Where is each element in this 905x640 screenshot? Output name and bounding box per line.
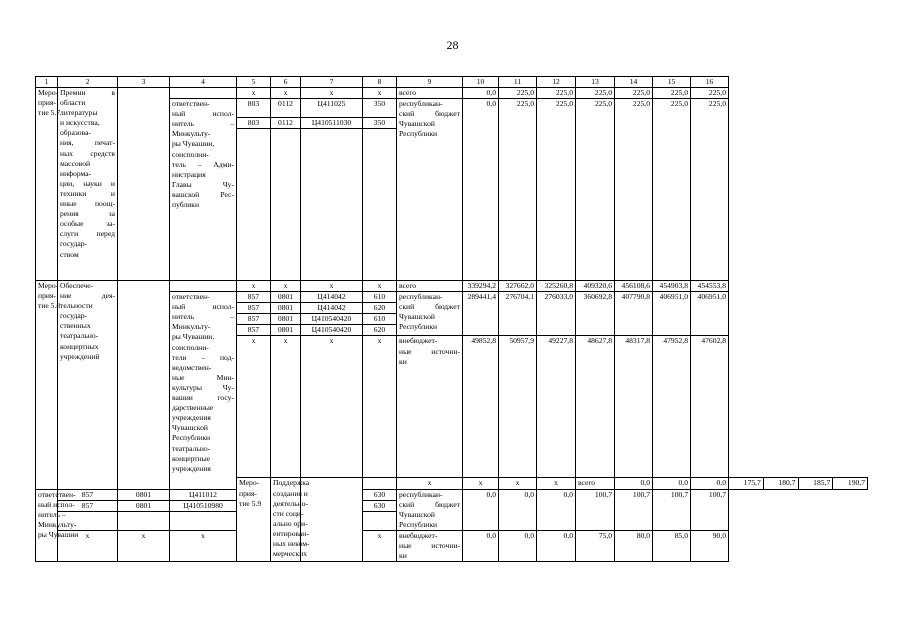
vr-cell: 620 bbox=[363, 303, 397, 314]
text-line: прия- bbox=[38, 291, 56, 301]
text-line: учреждений bbox=[60, 351, 100, 361]
text-line: ственных bbox=[60, 321, 91, 331]
grbs-cell: 857 bbox=[237, 314, 271, 325]
value-cell: 0,0 bbox=[499, 530, 537, 561]
text-line: тие 5.8 bbox=[38, 301, 61, 311]
value-cell: 47602,8 bbox=[691, 336, 729, 478]
rz-cell: 0801 bbox=[118, 500, 170, 511]
text-line: театрально- bbox=[172, 443, 211, 453]
text-line: тельности bbox=[60, 301, 93, 311]
csr-cell: x bbox=[301, 88, 363, 99]
value-cell: 50957,9 bbox=[499, 336, 537, 478]
value-cell: 406951,0 bbox=[653, 292, 691, 336]
executor-cell bbox=[170, 99, 237, 281]
value-cell: 327662,0 bbox=[499, 281, 537, 292]
empty-cell bbox=[237, 129, 271, 281]
text-line: Минкульту- bbox=[172, 322, 211, 332]
text-line: соисполни- bbox=[172, 149, 209, 159]
value-cell: 409320,6 bbox=[576, 281, 615, 292]
csr-cell: Ц410510980 bbox=[170, 500, 237, 511]
text-line: учреждения bbox=[172, 463, 211, 473]
header-cell: 2 bbox=[58, 77, 118, 88]
value-cell: 225,0 bbox=[576, 88, 615, 99]
text-line: ки bbox=[399, 356, 407, 366]
source-cell bbox=[397, 99, 463, 281]
value-cell: 225,0 bbox=[691, 99, 729, 281]
vr-cell: x bbox=[363, 336, 397, 478]
text-line: Республики bbox=[172, 433, 211, 443]
value-cell: 85,0 bbox=[653, 530, 691, 561]
vr-cell: 350 bbox=[363, 117, 397, 128]
text-line: ные Мин- bbox=[172, 372, 234, 382]
value-cell: 100,7 bbox=[576, 489, 615, 530]
grbs-cell: 857 bbox=[58, 489, 118, 500]
empty-cell bbox=[118, 88, 170, 281]
page-number: 28 bbox=[446, 38, 459, 52]
value-cell: 100,7 bbox=[691, 489, 729, 530]
header-cell: 13 bbox=[576, 77, 615, 88]
grbs-cell: 857 bbox=[237, 325, 271, 336]
value-cell: 360692,8 bbox=[576, 292, 615, 336]
text-line: Обеспече- bbox=[60, 281, 94, 290]
csr-cell: Ц410540420 bbox=[301, 314, 363, 325]
text-line: тель – Адми- bbox=[172, 159, 234, 169]
vr-cell: x bbox=[363, 88, 397, 99]
value-cell: 454903,8 bbox=[653, 281, 691, 292]
value-cell: 80,0 bbox=[615, 530, 653, 561]
header-cell: 4 bbox=[170, 77, 237, 88]
empty-cell bbox=[301, 129, 363, 281]
value-cell: 185,7 bbox=[798, 478, 833, 489]
rz-cell: x bbox=[271, 281, 301, 292]
text-line: техники и bbox=[60, 188, 115, 198]
value-cell: 454553,8 bbox=[691, 281, 729, 292]
text-line: внебюджет- bbox=[399, 530, 438, 540]
vr-cell: 350 bbox=[363, 99, 397, 118]
vr-cell: 620 bbox=[363, 325, 397, 336]
text-line: ции, науки и bbox=[60, 178, 115, 188]
grbs-cell: x bbox=[397, 478, 463, 489]
text-line: деятельно- bbox=[273, 498, 309, 508]
text-line: Республики bbox=[399, 129, 438, 139]
header-cell: 7 bbox=[301, 77, 363, 88]
vr-cell: 610 bbox=[363, 314, 397, 325]
text-line: вашской Рес- bbox=[172, 189, 234, 199]
text-line: ответствен- bbox=[172, 99, 210, 109]
text-line: нитель – bbox=[172, 312, 234, 322]
value-cell: 0,0 bbox=[537, 489, 576, 530]
text-line: Минкульту- bbox=[38, 519, 77, 529]
value-cell: 180,7 bbox=[763, 478, 798, 489]
grbs-cell: 857 bbox=[237, 303, 271, 314]
value-cell: 100,7 bbox=[653, 489, 691, 530]
text-line: концертных bbox=[60, 341, 99, 351]
grbs-cell: x bbox=[237, 336, 271, 478]
text-line: ных средств bbox=[60, 148, 115, 158]
value-cell: 190,7 bbox=[833, 478, 868, 489]
source-cell bbox=[397, 292, 463, 336]
empty-cell bbox=[363, 511, 397, 530]
text-line: области bbox=[60, 98, 86, 108]
value-cell: 225,0 bbox=[499, 99, 537, 281]
value-cell: 49852,8 bbox=[463, 336, 499, 478]
text-line: ры Чувашии, bbox=[172, 332, 215, 342]
empty-cell bbox=[363, 129, 397, 281]
value-cell: 456108,6 bbox=[615, 281, 653, 292]
header-cell: 5 bbox=[237, 77, 271, 88]
text-line: особые за- bbox=[60, 219, 115, 229]
activity-code bbox=[36, 281, 61, 490]
header-cell: 14 bbox=[615, 77, 653, 88]
vr-cell: x bbox=[537, 478, 576, 489]
value-cell: 325260,8 bbox=[537, 281, 576, 292]
value-cell: 406951,0 bbox=[691, 292, 729, 336]
text-line: Чувашской bbox=[399, 119, 435, 129]
value-cell: 47952,8 bbox=[653, 336, 691, 478]
text-line: республикан- bbox=[399, 489, 443, 499]
text-line: Меро- bbox=[38, 281, 59, 290]
text-line: нистрация bbox=[172, 169, 206, 179]
text-line: ры Чувашии, bbox=[172, 139, 215, 149]
activity-name bbox=[271, 478, 310, 562]
text-line: мерческих bbox=[273, 549, 308, 559]
source-cell bbox=[397, 489, 463, 530]
grbs-cell: 857 bbox=[237, 292, 271, 303]
table-row bbox=[36, 88, 868, 99]
text-line: культуры Чу- bbox=[172, 382, 234, 392]
value-cell: 276033,0 bbox=[537, 292, 576, 336]
text-line: ные источни- bbox=[399, 346, 460, 356]
executor-cell bbox=[170, 88, 237, 99]
rz-cell: x bbox=[118, 530, 170, 561]
value-cell: 48627,8 bbox=[576, 336, 615, 478]
executor-cell bbox=[170, 292, 237, 489]
value-cell: 0,0 bbox=[463, 489, 499, 530]
table-row bbox=[36, 489, 868, 500]
table-row bbox=[36, 281, 868, 292]
text-line: ния, печат- bbox=[60, 138, 115, 148]
executor-cell bbox=[170, 281, 237, 292]
grbs-cell: 803 bbox=[237, 117, 271, 128]
value-cell: 225,0 bbox=[576, 99, 615, 281]
value-cell: 49227,8 bbox=[537, 336, 576, 478]
rz-cell: x bbox=[271, 336, 301, 478]
text-line: тие 5.9 bbox=[239, 498, 262, 508]
empty-cell bbox=[118, 511, 170, 530]
rz-cell: 0801 bbox=[271, 314, 301, 325]
text-line: нитель – bbox=[172, 119, 234, 129]
text-line: слуги перед bbox=[60, 229, 115, 239]
text-line: Минкульту- bbox=[172, 129, 211, 139]
value-cell: 0,0 bbox=[615, 478, 653, 489]
value-cell: 289441,4 bbox=[463, 292, 499, 336]
source-cell: всего bbox=[397, 88, 463, 99]
source-cell: всего bbox=[397, 281, 463, 292]
text-line: ный испол- bbox=[38, 499, 75, 509]
csr-cell: Ц410540420 bbox=[301, 325, 363, 336]
value-cell: 225,0 bbox=[537, 88, 576, 99]
csr-cell: x bbox=[170, 530, 237, 561]
text-line: республикан- bbox=[399, 292, 443, 302]
budget-table bbox=[35, 76, 868, 562]
text-line: ентирован- bbox=[273, 528, 309, 538]
vr-cell: 630 bbox=[363, 500, 397, 511]
header-cell: 16 bbox=[691, 77, 729, 88]
text-line: государ- bbox=[60, 311, 88, 321]
text-line: тели – под- bbox=[172, 352, 234, 362]
text-line: ответствен- bbox=[38, 489, 76, 499]
source-cell: всего bbox=[576, 478, 615, 489]
activity-name bbox=[58, 88, 118, 281]
text-line: ных неком- bbox=[273, 539, 310, 549]
table-row bbox=[36, 530, 868, 561]
text-line: и искусства, bbox=[60, 118, 100, 128]
text-line: ведомствен- bbox=[172, 362, 212, 372]
csr-cell: Ц414042 bbox=[301, 292, 363, 303]
value-cell: 0,0 bbox=[463, 88, 499, 99]
grbs-cell: 803 bbox=[237, 99, 271, 118]
header-cell: 15 bbox=[653, 77, 691, 88]
text-line: Премии в bbox=[60, 88, 115, 97]
text-line: ный испол- bbox=[172, 109, 234, 119]
text-line: ки bbox=[399, 551, 407, 561]
text-line: тие 5.7 bbox=[38, 108, 61, 118]
text-line: ально ори- bbox=[273, 518, 308, 528]
rz-cell: 0801 bbox=[271, 303, 301, 314]
source-cell bbox=[397, 336, 463, 478]
value-cell: 225,0 bbox=[537, 99, 576, 281]
value-cell: 0,0 bbox=[499, 489, 537, 530]
executor-cell bbox=[36, 489, 79, 562]
text-line: информа- bbox=[60, 168, 92, 178]
text-line: Чувашской bbox=[399, 509, 435, 519]
rz-cell: 0112 bbox=[271, 99, 301, 118]
text-line: Республики bbox=[399, 322, 438, 332]
header-cell: 6 bbox=[271, 77, 301, 88]
rz-cell: 0801 bbox=[271, 292, 301, 303]
value-cell: 175,7 bbox=[729, 478, 764, 489]
value-cell: 225,0 bbox=[691, 88, 729, 99]
text-line: ством bbox=[60, 249, 79, 259]
value-cell: 0,0 bbox=[653, 478, 691, 489]
rz-cell: 0801 bbox=[118, 489, 170, 500]
text-line: литературы bbox=[60, 108, 98, 118]
vr-cell: x bbox=[363, 530, 397, 561]
text-line: иные поощ- bbox=[60, 199, 115, 209]
value-cell: 225,0 bbox=[615, 99, 653, 281]
value-cell: 75,0 bbox=[576, 530, 615, 561]
grbs-cell: x bbox=[58, 530, 118, 561]
header-cell: 9 bbox=[397, 77, 463, 88]
csr-cell: Ц410511030 bbox=[301, 117, 363, 128]
text-line: дарственные bbox=[172, 403, 214, 413]
text-line: республикан- bbox=[399, 99, 443, 109]
text-line: ры Чувашии bbox=[38, 529, 79, 539]
empty-cell bbox=[118, 281, 170, 490]
text-line: Меро- bbox=[239, 478, 260, 488]
text-line: Республики bbox=[399, 519, 438, 529]
value-cell: 225,0 bbox=[499, 88, 537, 99]
csr-cell: x bbox=[301, 336, 363, 478]
empty-cell bbox=[271, 129, 301, 281]
text-line: ный испол- bbox=[172, 302, 234, 312]
header-cell: 8 bbox=[363, 77, 397, 88]
header-cell: 11 bbox=[499, 77, 537, 88]
csr-cell: x bbox=[301, 281, 363, 292]
activity-code bbox=[36, 88, 61, 281]
activity-name bbox=[58, 281, 118, 490]
header-cell: 10 bbox=[463, 77, 499, 88]
text-line: рения за bbox=[60, 209, 115, 219]
vr-cell: 630 bbox=[363, 489, 397, 500]
text-line: ответствен- bbox=[172, 292, 210, 302]
value-cell: 0,0 bbox=[691, 478, 729, 489]
text-line: ский бюджет bbox=[399, 499, 460, 509]
text-line: ский бюджет bbox=[399, 109, 460, 119]
text-line: театрально- bbox=[60, 331, 99, 341]
csr-cell: Ц414042 bbox=[301, 303, 363, 314]
value-cell: 225,0 bbox=[615, 88, 653, 99]
rz-cell: x bbox=[271, 88, 301, 99]
text-line: ные источни- bbox=[399, 541, 460, 551]
text-line: Чувашской bbox=[399, 312, 435, 322]
header-cell: 3 bbox=[118, 77, 170, 88]
text-line: учреждения bbox=[172, 413, 211, 423]
value-cell: 225,0 bbox=[653, 99, 691, 281]
text-line: государ- bbox=[60, 239, 88, 249]
value-cell: 100,7 bbox=[615, 489, 653, 530]
value-cell: 90,0 bbox=[691, 530, 729, 561]
text-line: концертные bbox=[172, 453, 211, 463]
text-line: сти соци- bbox=[273, 508, 304, 518]
rz-cell: x bbox=[463, 478, 499, 489]
header-cell: 1 bbox=[36, 77, 58, 88]
executor-cell bbox=[363, 478, 397, 489]
text-line: нитель – bbox=[38, 509, 66, 519]
text-line: прия- bbox=[239, 488, 257, 498]
grbs-cell: x bbox=[237, 88, 271, 99]
value-cell: 276704,1 bbox=[499, 292, 537, 336]
text-line: внебюджет- bbox=[399, 336, 438, 346]
text-line: вашии госу- bbox=[172, 393, 234, 403]
text-line: Поддержка bbox=[273, 478, 310, 488]
value-cell: 0,0 bbox=[463, 99, 499, 281]
text-line: Меро- bbox=[38, 88, 59, 97]
text-line: ский бюджет bbox=[399, 302, 460, 312]
text-line: Главы Чу- bbox=[172, 179, 234, 189]
table-header-row bbox=[36, 77, 868, 88]
source-cell bbox=[397, 530, 463, 561]
csr-cell: x bbox=[499, 478, 537, 489]
empty-cell bbox=[170, 511, 237, 530]
value-cell: 407790,8 bbox=[615, 292, 653, 336]
text-line: ние дея- bbox=[60, 291, 115, 301]
value-cell: 0,0 bbox=[537, 530, 576, 561]
rz-cell: 0112 bbox=[271, 117, 301, 128]
text-line: прия- bbox=[38, 98, 56, 108]
csr-cell: Ц411012 bbox=[170, 489, 237, 500]
value-cell: 339294,2 bbox=[463, 281, 499, 292]
value-cell: 0,0 bbox=[463, 530, 499, 561]
text-line: создания и bbox=[273, 488, 308, 498]
vr-cell: x bbox=[363, 281, 397, 292]
csr-cell: Ц411025 bbox=[301, 99, 363, 118]
value-cell: 48317,8 bbox=[615, 336, 653, 478]
activity-code bbox=[237, 478, 271, 562]
text-line: массовой bbox=[60, 158, 91, 168]
grbs-cell: x bbox=[237, 281, 271, 292]
text-line: Чувашской bbox=[172, 423, 208, 433]
text-line: публики bbox=[172, 200, 200, 210]
rz-cell: 0801 bbox=[271, 325, 301, 336]
grbs-cell: 857 bbox=[58, 500, 118, 511]
value-cell: 225,0 bbox=[653, 88, 691, 99]
text-line: образова- bbox=[60, 128, 91, 138]
empty-cell bbox=[301, 478, 363, 562]
text-line: соисполни- bbox=[172, 342, 209, 352]
header-cell: 12 bbox=[537, 77, 576, 88]
vr-cell: 610 bbox=[363, 292, 397, 303]
